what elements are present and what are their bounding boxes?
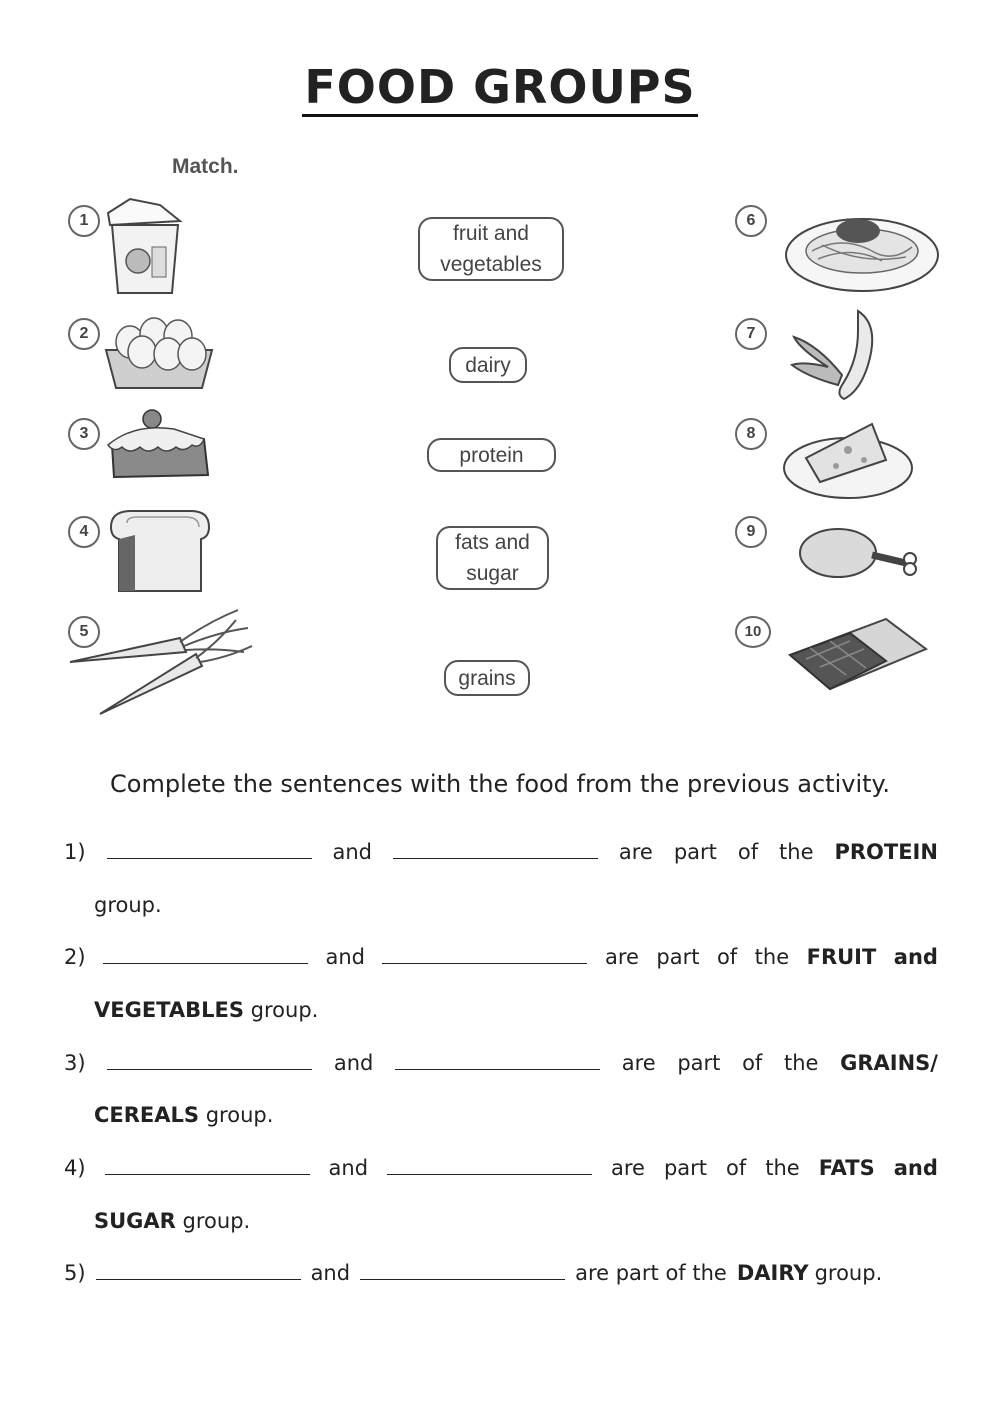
group-label: sugar (466, 562, 519, 585)
activity-instruction: Complete the sentences with the food from the previous activity. (110, 770, 890, 798)
word-group: group. (205, 1103, 274, 1127)
answer-blank[interactable] (107, 1051, 312, 1070)
group-fats-and-sugar (436, 526, 549, 590)
yogurt-icon (100, 195, 190, 300)
word: the (765, 1156, 800, 1180)
group-name: GRAINS/ (840, 1051, 938, 1075)
word-group: group. (814, 1261, 883, 1285)
answer-blank[interactable] (96, 1261, 301, 1280)
sentence-2 (64, 945, 938, 969)
item-number-5: 5 (68, 616, 100, 648)
sentence-number: 5) (64, 1261, 86, 1285)
sentence-number: 2) (64, 945, 86, 969)
word: part (663, 1156, 708, 1180)
sentence-number: 1) (64, 840, 86, 864)
item-number-10: 10 (735, 616, 771, 648)
sentence-3 (64, 1051, 938, 1075)
word-group: group. (94, 893, 162, 917)
word: part (656, 945, 700, 969)
title-text: FOOD GROUPS (302, 60, 697, 117)
group-name: VEGETABLES (94, 998, 244, 1022)
sentence-1 (64, 840, 938, 864)
word: the (783, 1051, 819, 1075)
answer-blank[interactable] (382, 945, 587, 964)
word: of (716, 945, 738, 969)
sentence-3-continuation (94, 1103, 273, 1127)
group-name: FRUIT (806, 945, 877, 969)
word-group: group. (182, 1209, 251, 1233)
chicken-leg-icon (798, 525, 923, 585)
item-number-4: 4 (68, 516, 100, 548)
group-grains (444, 660, 530, 696)
group-name: SUGAR (94, 1209, 176, 1233)
group-name: CEREALS (94, 1103, 200, 1127)
item-number-1: 1 (68, 205, 100, 237)
item-number-9: 9 (735, 516, 767, 548)
word: the (779, 840, 814, 864)
chocolate-icon (786, 615, 931, 693)
word: are (618, 840, 653, 864)
carrots-icon (68, 602, 258, 720)
word: are (604, 945, 639, 969)
group-label: fats and (455, 531, 530, 554)
item-number-3: 3 (68, 418, 100, 450)
group-label: vegetables (440, 253, 542, 276)
sentence-text: are part of the (575, 1261, 727, 1285)
item-number-2: 2 (68, 318, 100, 350)
cake-icon (104, 405, 214, 480)
word: of (737, 840, 759, 864)
spaghetti-icon (782, 205, 942, 295)
group-label: grains (458, 666, 516, 690)
item-number-6: 6 (735, 205, 767, 237)
answer-blank[interactable] (103, 945, 308, 964)
match-instruction: Match. (172, 155, 239, 178)
answer-blank[interactable] (395, 1051, 600, 1070)
word-and: and (332, 840, 372, 864)
banana-icon (788, 305, 888, 405)
item-number-8: 8 (735, 418, 767, 450)
bread-icon (105, 505, 213, 595)
word-and: and (325, 945, 366, 969)
word: the (754, 945, 790, 969)
group-name: DAIRY (736, 1261, 809, 1285)
sentence-5 (64, 1261, 938, 1285)
group-name: FATS (818, 1156, 875, 1180)
worksheet-title (0, 60, 1000, 114)
word-and: and (333, 1051, 374, 1075)
word-and: and (328, 1156, 369, 1180)
group-name: PROTEIN (834, 840, 938, 864)
group-dairy (449, 347, 527, 383)
sentence-4-continuation (94, 1209, 250, 1233)
sentence-4 (64, 1156, 938, 1180)
group-fruit-and-vegetables (418, 217, 564, 281)
cheese-icon (782, 410, 917, 502)
word-and: and (310, 1261, 351, 1285)
answer-blank[interactable] (107, 840, 312, 859)
answer-blank[interactable] (387, 1156, 592, 1175)
sentence-number: 3) (64, 1051, 86, 1075)
group-label: protein (459, 443, 524, 467)
answer-blank[interactable] (393, 840, 598, 859)
word: part (677, 1051, 721, 1075)
word: are (621, 1051, 656, 1075)
answer-blank[interactable] (360, 1261, 565, 1280)
group-protein (427, 438, 556, 472)
sentence-number: 4) (64, 1156, 86, 1180)
item-number-7: 7 (735, 318, 767, 350)
group-name: and (893, 945, 938, 969)
word: are (611, 1156, 645, 1180)
eggs-icon (102, 310, 217, 395)
group-label: fruit and (453, 222, 529, 245)
word: part (673, 840, 717, 864)
answer-blank[interactable] (105, 1156, 310, 1175)
group-label: dairy (465, 353, 511, 377)
sentence-1-continuation (94, 893, 162, 917)
sentence-2-continuation (94, 998, 318, 1022)
word: of (742, 1051, 763, 1075)
word: of (726, 1156, 747, 1180)
word-group: group. (250, 998, 319, 1022)
group-name: and (893, 1156, 938, 1180)
